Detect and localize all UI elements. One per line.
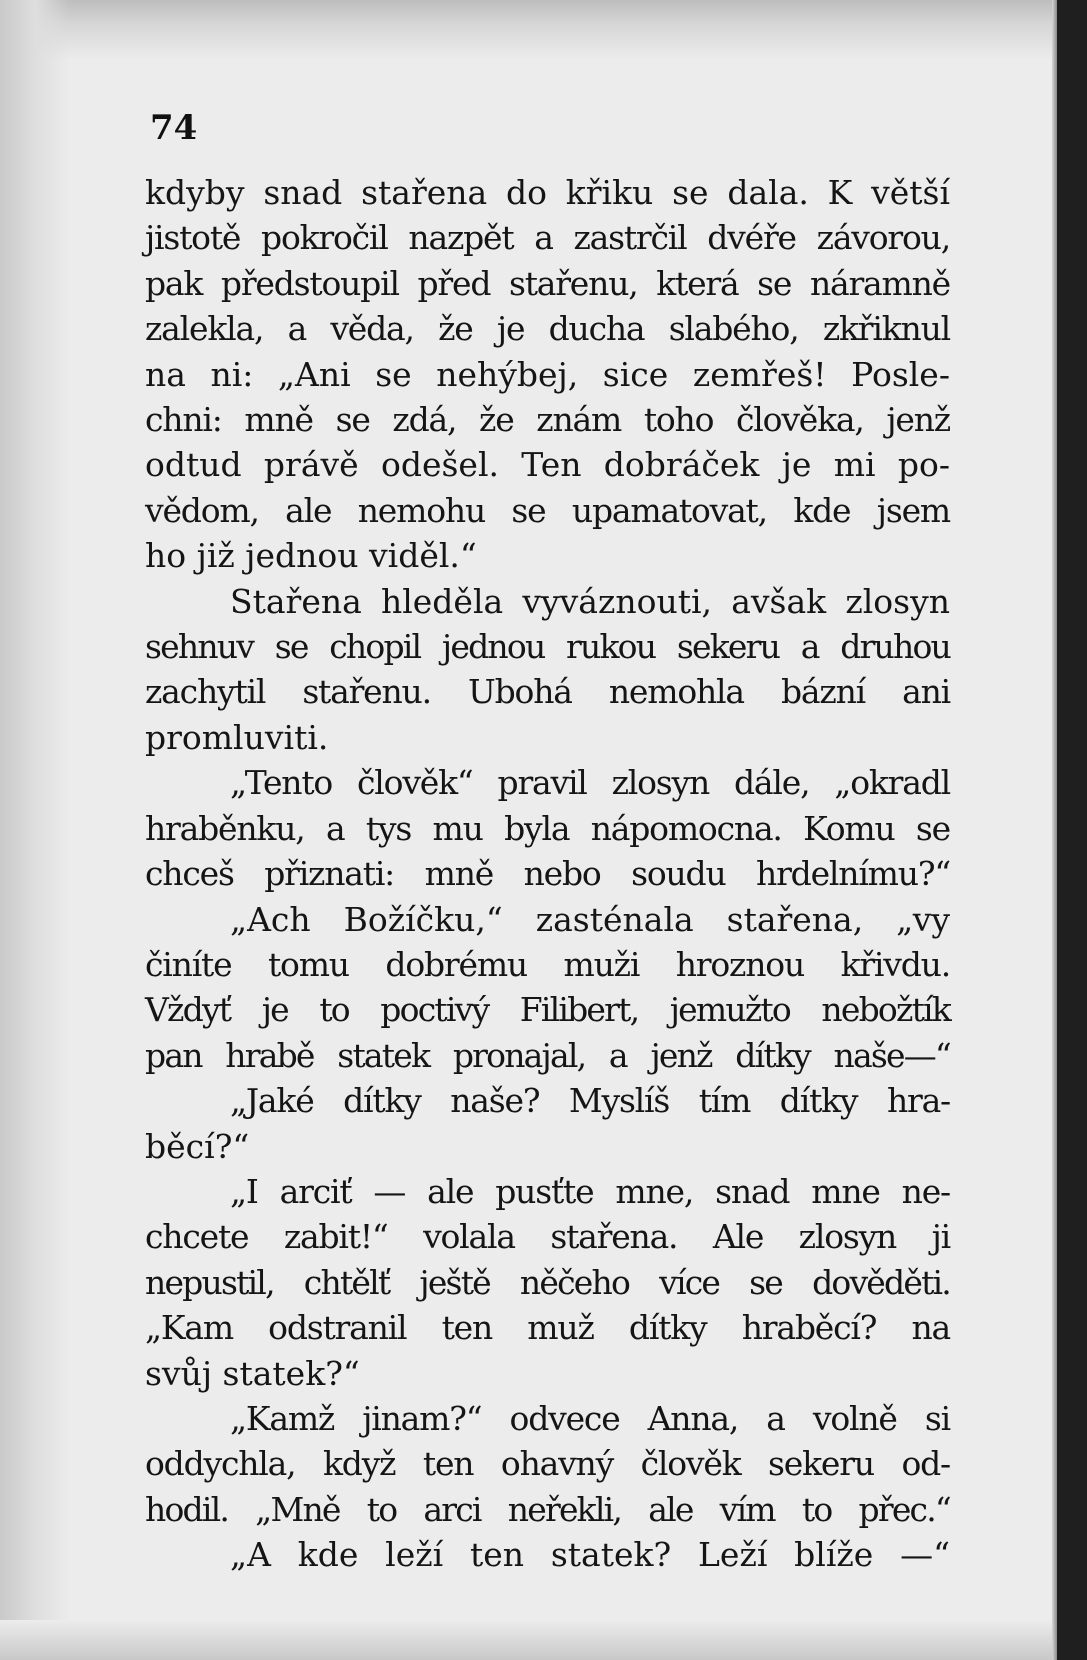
text-line: jistotě pokročil nazpět a zastrčil dvéře závorou, xyxy=(145,218,950,258)
text-line: chni: mně se zdá, že znám toho člověka, jenž xyxy=(145,400,950,440)
page-shadow-left xyxy=(0,0,70,1660)
text-line: ho již jednou viděl.“ xyxy=(145,536,477,576)
book-binding-dark xyxy=(1057,0,1087,1660)
page-shadow-bottom xyxy=(0,1620,1060,1660)
text-line: „Kamž jinam?“ odvece Anna, a volně si xyxy=(230,1398,950,1438)
text-line: chceš přiznati: mně nebo soudu hrdelnímu?“ xyxy=(145,854,950,894)
text-line: oddychla, když ten ohavný člověk sekeru od- xyxy=(145,1444,950,1484)
text-line: „A kde leží ten statek? Leží blíže —“ xyxy=(230,1535,950,1575)
text-line: „I arciť — ale pusťte mne, snad mne ne- xyxy=(230,1171,950,1211)
text-line: zachytil stařenu. Ubohá nemohla bázní ani xyxy=(145,672,950,712)
body-text xyxy=(145,170,950,1578)
text-line: kdyby snad stařena do křiku se dala. K větší xyxy=(145,173,950,212)
text-line: odtud právě odešel. Ten dobráček je mi po- xyxy=(145,445,950,485)
text-line: svůj statek?“ xyxy=(145,1353,360,1393)
text-line: nepustil, chtělť ještě něčeho více se dověděti. xyxy=(145,1262,950,1302)
text-line: hraběnku, a tys mu byla nápomocna. Komu se xyxy=(145,808,950,848)
text-line: Stařena hleděla vyváznouti, avšak zlosyn xyxy=(230,581,950,621)
text-line: „Jaké dítky naše? Myslíš tím dítky hra- xyxy=(230,1081,950,1121)
text-line: promluviti. xyxy=(145,717,329,757)
text-line: hodil. „Mně to arci neřekli, ale vím to přec.“ xyxy=(145,1489,950,1529)
text-line: zalekla, a věda, že je ducha slabého, zkřiknul xyxy=(145,309,950,349)
text-line: „Tento člověk“ pravil zlosyn dále, „okradl xyxy=(230,763,950,803)
text-line: „Kam odstranil ten muž dítky hraběcí? na xyxy=(145,1308,950,1348)
page-number: 74 xyxy=(150,108,198,148)
text-line: činíte tomu dobrému muži hroznou křivdu. xyxy=(145,944,950,984)
text-line: vědom, ale nemohu se upamatovat, kde jsem xyxy=(145,490,950,530)
text-line: sehnuv se chopil jednou rukou sekeru a druhou xyxy=(145,627,950,667)
text-line: pak předstoupil před stařenu, která se náramně xyxy=(145,263,950,303)
text-line: „Ach Božíčku,“ zasténala stařena, „vy xyxy=(230,899,950,939)
page-shadow-top xyxy=(0,0,1060,60)
text-line: chcete zabit!“ volala stařena. Ale zlosyn ji xyxy=(145,1217,950,1257)
text-line: na ni: „Ani se nehýbej, sice zemřeš! Posle- xyxy=(145,354,950,394)
text-line: běcí?“ xyxy=(145,1126,250,1166)
text-line: Vždyť je to poctivý Filibert, jemužto nebožtík xyxy=(145,990,950,1030)
text-line: pan hrabě statek pronajal, a jenž dítky naše—“ xyxy=(145,1035,950,1075)
